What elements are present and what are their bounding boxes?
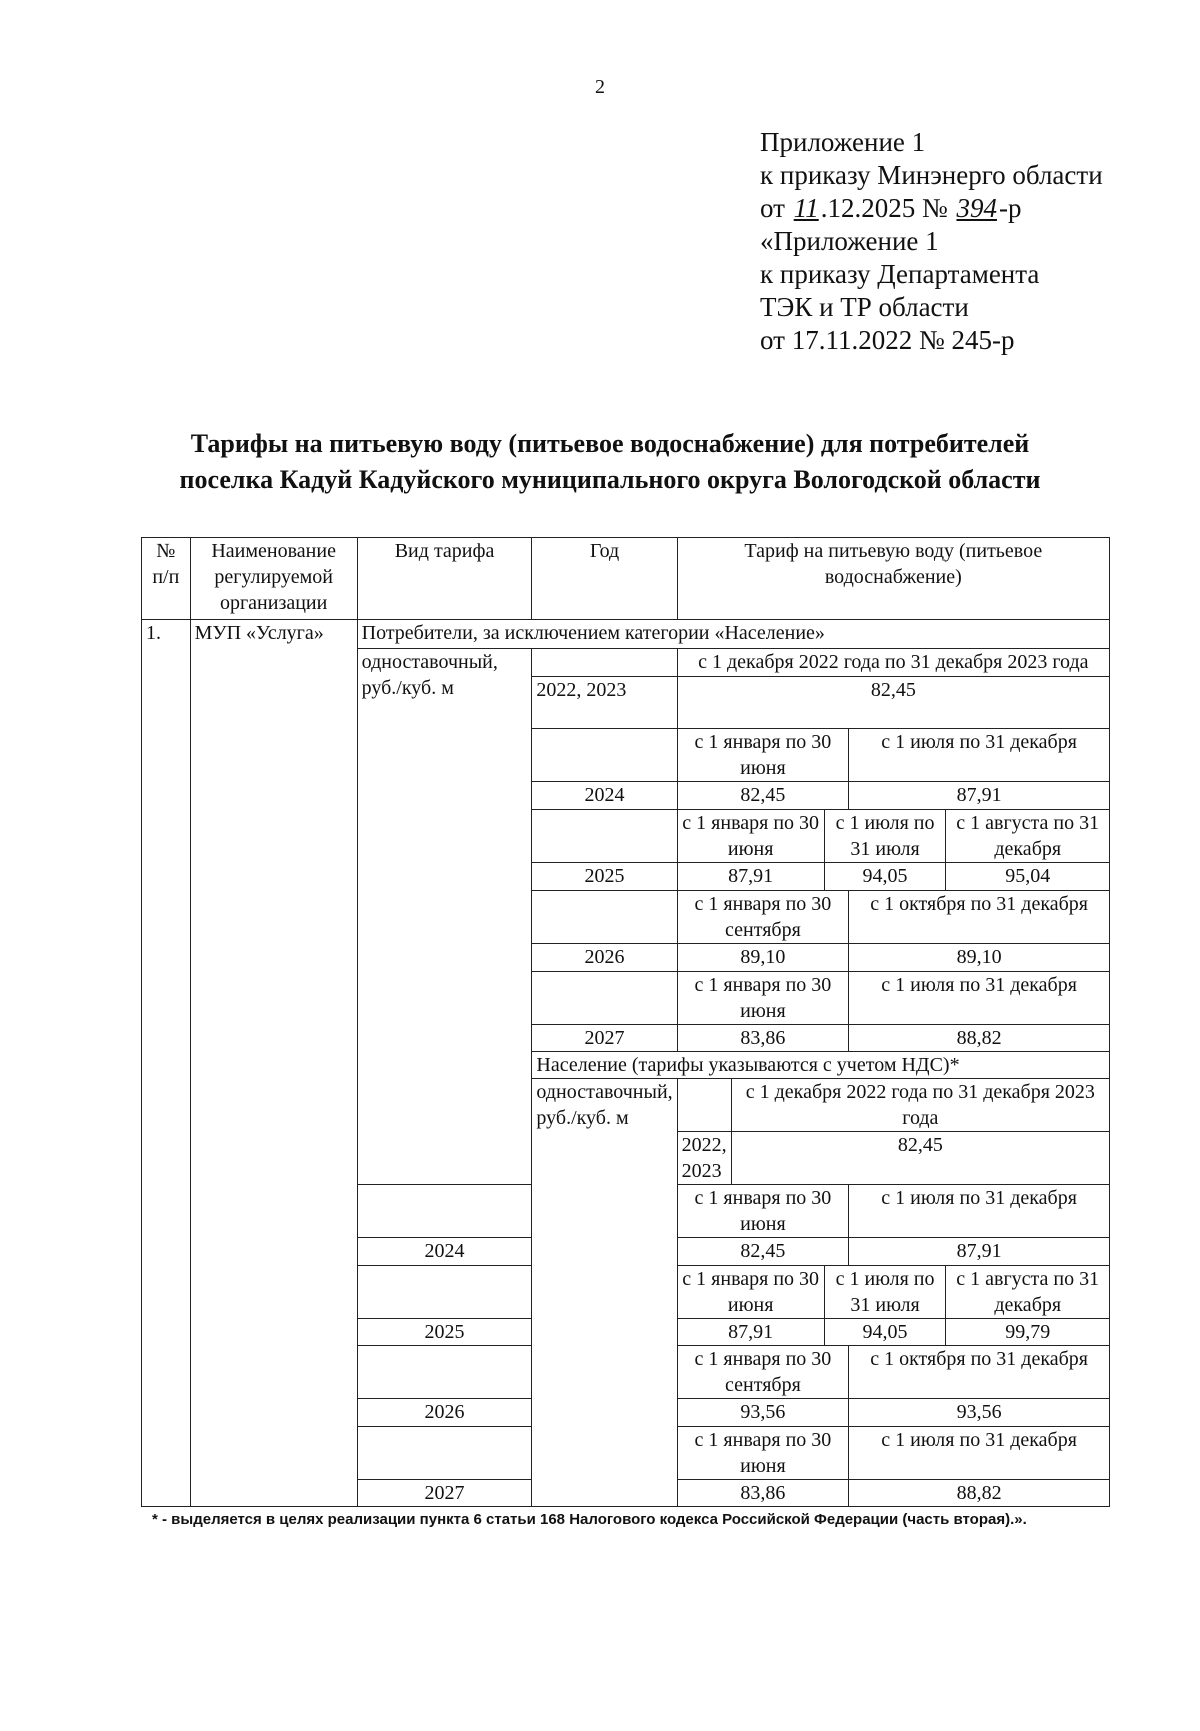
period-label: с 1 августа по 31 декабря	[946, 1266, 1110, 1319]
tariff-value: 82,45	[677, 677, 1109, 729]
period-label: с 1 июля по 31 декабря	[849, 1427, 1110, 1480]
period-label: с 1 января по 30 июня	[677, 810, 824, 863]
document-title	[110, 426, 1110, 498]
table-row	[142, 620, 1110, 649]
organization-name: МУП «Услуга»	[190, 620, 357, 1507]
appendix-line: к приказу Департамента	[760, 259, 1040, 289]
appendix-block	[760, 126, 1103, 357]
period-label: с 1 января по 30 сентября	[677, 891, 849, 944]
period-label: с 1 января по 30 июня	[677, 1427, 849, 1480]
title-line: поселка Кадуй Кадуйского муниципального округа Вологодской области	[179, 465, 1041, 494]
tariff-table	[141, 537, 1110, 1507]
footnote: * - выделяется в целях реализации пункта 6 статьи 168 Налогового кодекса Российской Федерации (часть вторая).».	[152, 1511, 1027, 1528]
year-cell: 2026	[357, 1399, 532, 1427]
tariff-value: 93,56	[849, 1399, 1110, 1427]
period-label: с 1 августа по 31 декабря	[946, 810, 1110, 863]
period-label: с 1 июля по 31 декабря	[849, 972, 1110, 1025]
appendix-line: Приложение 1	[760, 127, 926, 157]
tariff-value: 99,79	[946, 1319, 1110, 1346]
period-label: с 1 января по 30 сентября	[677, 1346, 849, 1399]
tariff-value: 89,10	[677, 944, 849, 972]
tariff-value: 88,82	[849, 1025, 1110, 1052]
appendix-line: ТЭК и ТР области	[760, 292, 969, 322]
year-cell: 2025	[532, 863, 677, 891]
header-year: Год	[532, 538, 677, 620]
title-line: Тарифы на питьевую воду (питьевое водоснабжение) для потребителей	[190, 429, 1030, 458]
tariff-type: одноставочный, руб./куб. м	[532, 1079, 677, 1507]
period-label: с 1 декабря 2022 года по 31 декабря 2023 года	[731, 1079, 1109, 1132]
tariff-value: 87,91	[677, 1319, 824, 1346]
appendix-order-line: от 11.12.2025 № 394-р	[760, 193, 1022, 223]
header-org: Наименование регулируемой организации	[190, 538, 357, 620]
period-label: с 1 июля по 31 июля	[824, 1266, 946, 1319]
period-label: с 1 января по 30 июня	[677, 1266, 824, 1319]
table-header-row	[142, 538, 1110, 620]
header-type: Вид тарифа	[357, 538, 532, 620]
period-label: с 1 января по 30 июня	[677, 972, 849, 1025]
period-label: с 1 июля по 31 декабря	[849, 729, 1110, 782]
period-label: с 1 декабря 2022 года по 31 декабря 2023 года	[677, 649, 1109, 677]
year-cell: 2027	[532, 1025, 677, 1052]
tariff-value: 83,86	[677, 1025, 849, 1052]
year-cell: 2022, 2023	[677, 1132, 731, 1185]
tariff-value: 94,05	[824, 1319, 946, 1346]
tariff-value: 88,82	[849, 1480, 1110, 1507]
tariff-value: 94,05	[824, 863, 946, 891]
appendix-line: «Приложение 1	[760, 226, 939, 256]
year-cell: 2025	[357, 1319, 532, 1346]
tariff-value: 82,45	[677, 1238, 849, 1266]
header-num: № п/п	[142, 538, 191, 620]
period-label: с 1 октября по 31 декабря	[849, 1346, 1110, 1399]
tariff-value: 87,91	[849, 782, 1110, 810]
appendix-line: от 17.11.2022 № 245-р	[760, 325, 1015, 355]
year-cell: 2026	[532, 944, 677, 972]
year-cell: 2024	[357, 1238, 532, 1266]
tariff-value: 89,10	[849, 944, 1110, 972]
tariff-value: 82,45	[677, 782, 849, 810]
year-cell: 2027	[357, 1480, 532, 1507]
tariff-value: 93,56	[677, 1399, 849, 1427]
year-cell: 2024	[532, 782, 677, 810]
tariff-value: 87,91	[677, 863, 824, 891]
appendix-line: к приказу Минэнерго области	[760, 160, 1103, 190]
year-cell: 2022, 2023	[532, 677, 677, 729]
page-number: 2	[595, 76, 605, 98]
period-label: с 1 января по 30 июня	[677, 1185, 849, 1238]
tariff-type: одноставочный, руб./куб. м	[357, 649, 532, 1185]
tariff-value: 83,86	[677, 1480, 849, 1507]
category-label: Потребители, за исключением категории «Население»	[357, 620, 1109, 649]
row-number: 1.	[142, 620, 191, 1507]
tariff-value: 87,91	[849, 1238, 1110, 1266]
category-label: Население (тарифы указываются с учетом НДС)*	[532, 1052, 1110, 1079]
period-label: с 1 июля по 31 июля	[824, 810, 946, 863]
period-label: с 1 октября по 31 декабря	[849, 891, 1110, 944]
header-tariff: Тариф на питьевую воду (питьевое водоснабжение)	[677, 538, 1109, 620]
tariff-value: 82,45	[731, 1132, 1109, 1185]
period-label: с 1 января по 30 июня	[677, 729, 849, 782]
tariff-value: 95,04	[946, 863, 1110, 891]
period-label: с 1 июля по 31 декабря	[849, 1185, 1110, 1238]
handwritten-number: 394	[956, 193, 997, 223]
handwritten-day: 11	[793, 193, 819, 223]
